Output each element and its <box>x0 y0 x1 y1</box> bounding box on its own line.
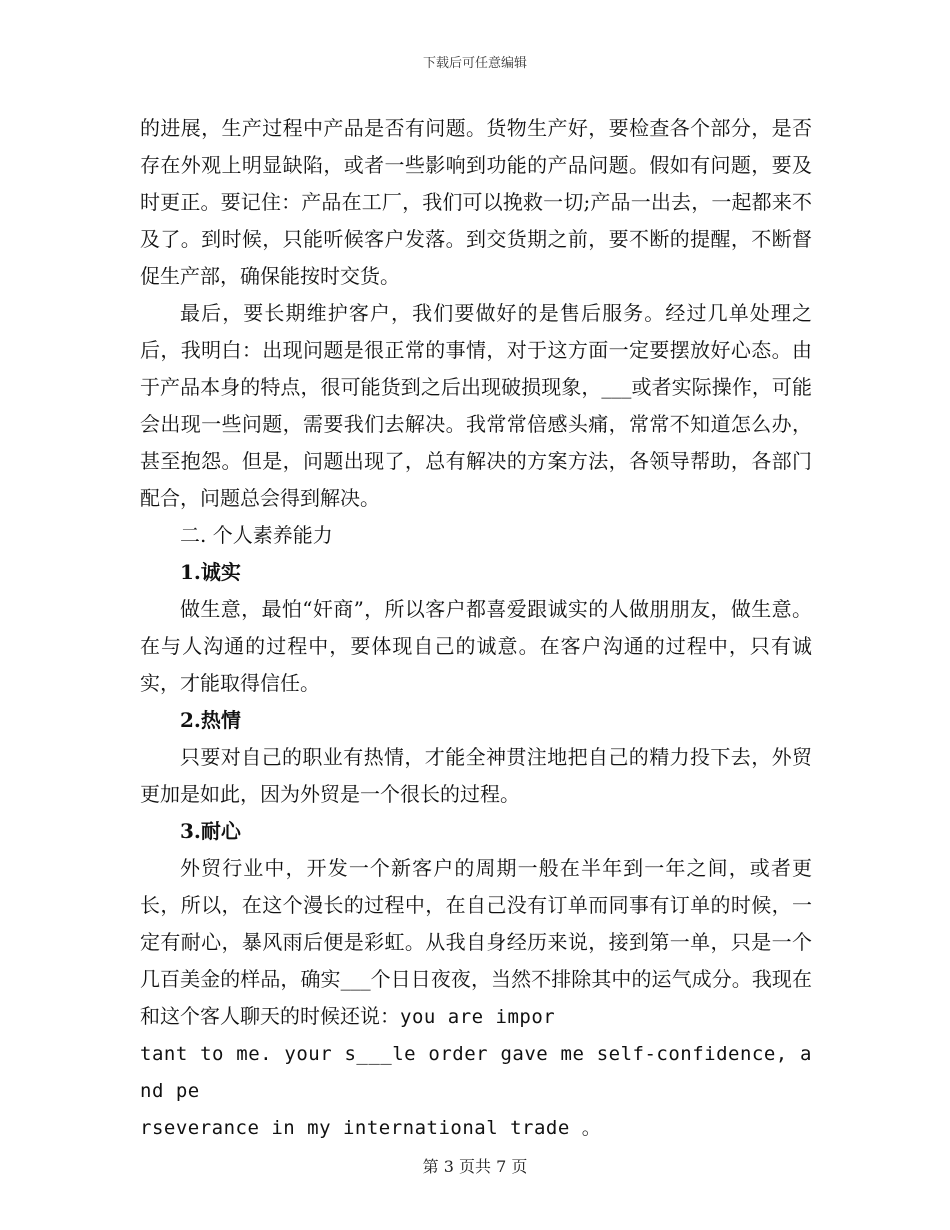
paragraph-patience-english-line-3: rseverance in my international trade 。 <box>140 1117 602 1139</box>
subheading-passion: 2.热情 <box>180 708 241 732</box>
paragraph-patience <box>140 850 812 1036</box>
paragraph-passion: 只要对自己的职业有热情，才能全神贯注地把自己的精力投下去，外贸更加是如此，因为外贸是一个很长的过程。 <box>140 745 812 806</box>
subheading-patience: 3.耐心 <box>180 819 241 843</box>
subheading-honesty: 1.诚实 <box>180 560 241 584</box>
document-body <box>140 110 812 1147</box>
page-number-footer: 第 3 页共 7 页 <box>422 1157 528 1176</box>
paragraph-patience-chinese: 外贸行业中，开发一个新客户的周期一般在半年到一年之间，或者更长，所以，在这个漫长的过程中，在自己没有订单而同事有订单的时候，一定有耐心，暴风雨后便是彩虹。从我自身经历来说，接到第一单，只是一个几百美金的样品，确实___个日日夜夜，当然不排除其中的运气成分。我现在和这个客人聊天的时候还说： <box>140 856 812 1028</box>
page-header: 下载后可任意编辑 <box>422 56 527 71</box>
paragraph-production-check: 的进展，生产过程中产品是否有问题。货物生产好，要检查各个部分，是否存在外观上明显缺陷，或者一些影响到功能的产品问题。假如有问题，要及时更正。要记住：产品在工厂，我们可以挽救一切;产品一出去，一起都来不及了。到时候，只能听候客户发落。到交货期之前，要不断的提醒，不断督促生产部，确保能按时交货。 <box>140 116 812 288</box>
paragraph-patience-english-line-1: you are impor <box>400 1006 556 1028</box>
section-heading-personal-quality: 二. 个人素养能力 <box>180 523 333 547</box>
paragraph-after-sales: 最后，要长期维护客户，我们要做好的是售后服务。经过几单处理之后，我明白：出现问题是很正常的事情，对于这方面一定要摆放好心态。由于产品本身的特点，很可能货到之后出现破损现象，___或者实际操作，可能会出现一些问题，需要我们去解决。我常常倍感头痛，常常不知道怎么办，甚至抱怨。但是，问题出现了，总有解决的方案方法，各领导帮助，各部门配合，问题总会得到解决。 <box>140 301 812 510</box>
paragraph-honesty: 做生意，最怕“奸商”，所以客户都喜爱跟诚实的人做朋朋友，做生意。在与人沟通的过程中，要体现自己的诚意。在客户沟通的过程中，只有诚实，才能取得信任。 <box>140 597 812 695</box>
paragraph-patience-english-line-2: tant to me. your s___le order gave me self-confidence, and pe <box>140 1043 812 1102</box>
